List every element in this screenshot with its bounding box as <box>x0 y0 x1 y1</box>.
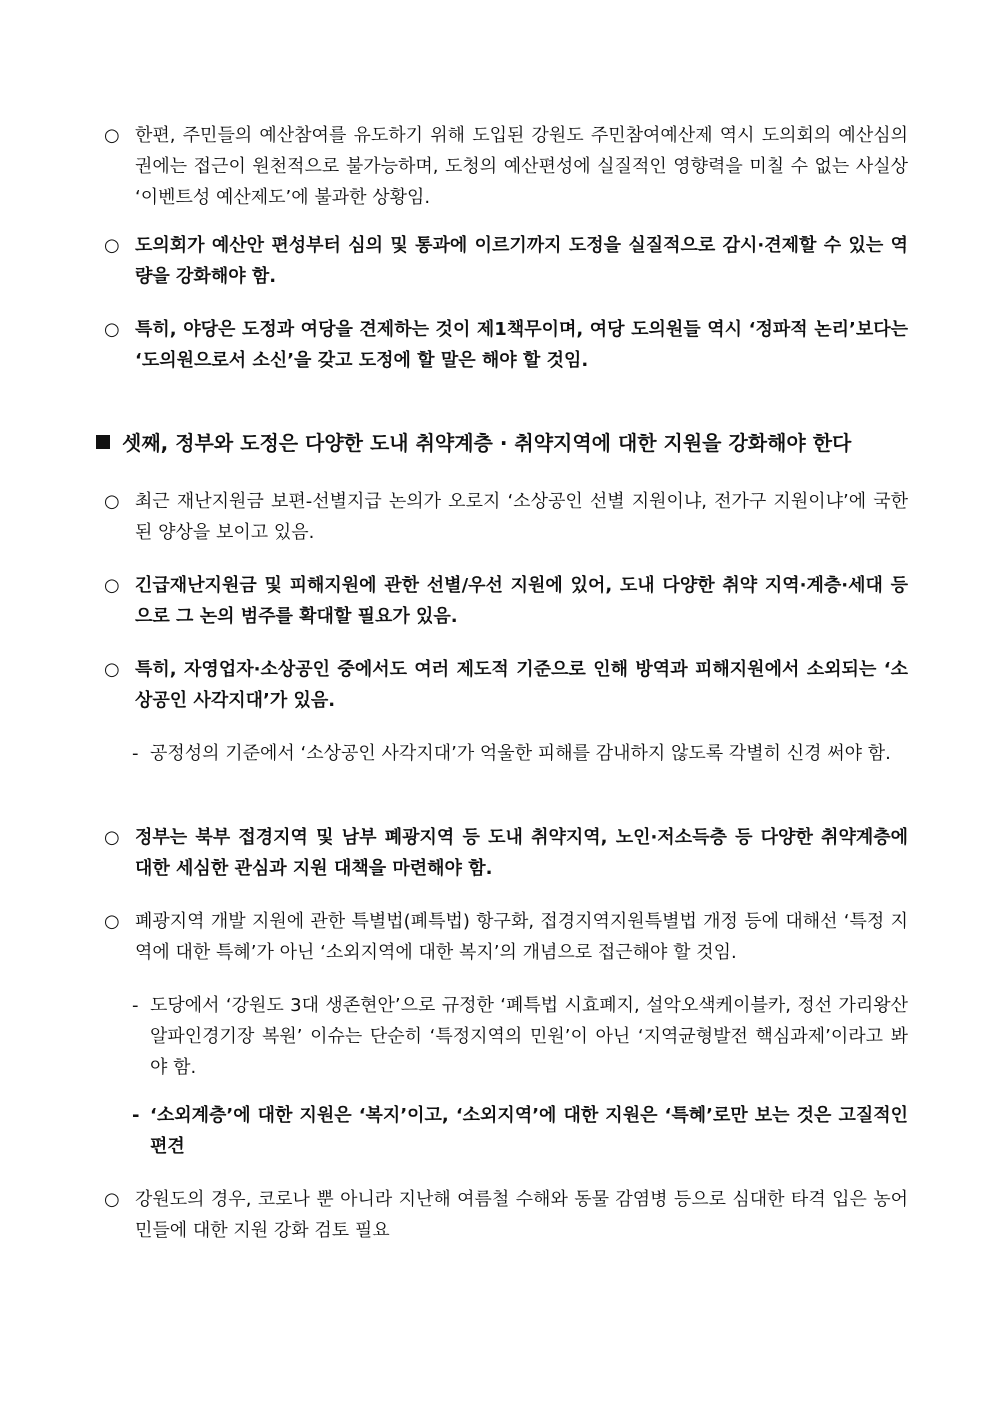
paragraph-text: 한편, 주민들의 예산참여를 유도하기 위해 도입된 강원도 주민참여예산제 역시 도의회의 예산심의권에는 접근이 원천적으로 불가능하며, 도청의 예산편성에 실질적인 영향력을 미칠 수 없는 사실상 ‘이벤트성 예산제도’에 불과한 상황임. <box>135 125 908 208</box>
paragraph-text: 강원도의 경우, 코로나 뿐 아니라 지난해 여름철 수해와 동물 감염병 등으로 심대한 타격 입은 농어민들에 대한 지원 강화 검토 필요 <box>135 1189 908 1241</box>
sub-paragraph-text: ‘소외계층’에 대한 지원은 ‘복지’이고, ‘소외지역’에 대한 지원은 ‘특혜’로만 보는 것은 고질적인 편견 <box>150 1105 908 1157</box>
circle-bullet-icon: ○ <box>104 911 120 932</box>
sub-paragraph-text: 도당에서 ‘강원도 3대 생존현안’으로 규정한 ‘폐특법 시효폐지, 설악오색케이블카, 정선 가리왕산 알파인경기장 복원’ 이슈는 단순히 ‘특정지역의 민원’이 아닌 ‘지역균형발전 핵심과제’이라고 봐야 함. <box>150 995 908 1078</box>
paragraph <box>104 486 908 548</box>
circle-bullet-icon: ○ <box>104 827 120 848</box>
paragraph <box>104 570 908 632</box>
paragraph-text: 폐광지역 개발 지원에 관한 특별법(폐특법) 항구화, 접경지역지원특별법 개정 등에 대해선 ‘특정 지역에 대한 특혜’가 아닌 ‘소외지역에 대한 복지’의 개념으로 접근해야 할 것임. <box>135 911 908 963</box>
paragraph-text: 긴급재난지원금 및 피해지원에 관한 선별/우선 지원에 있어, 도내 다양한 취약 지역·계층·세대 등으로 그 논의 범주를 확대할 필요가 있음. <box>135 575 908 627</box>
paragraph <box>104 314 908 376</box>
section-heading-text: 셋째, 정부와 도정은 다양한 도내 취약계층 · 취약지역에 대한 지원을 강화해야 한다 <box>122 431 852 455</box>
paragraph <box>104 822 908 884</box>
dash-bullet-icon: - <box>132 995 139 1016</box>
paragraph <box>104 230 908 292</box>
circle-bullet-icon: ○ <box>104 319 120 340</box>
section-heading <box>96 428 916 458</box>
circle-bullet-icon: ○ <box>104 235 120 256</box>
paragraph-text: 도의회가 예산안 편성부터 심의 및 통과에 이르기까지 도정을 실질적으로 감시·견제할 수 있는 역량을 강화해야 함. <box>135 235 908 287</box>
circle-bullet-icon: ○ <box>104 575 120 596</box>
circle-bullet-icon: ○ <box>104 491 120 512</box>
paragraph-text: 특히, 야당은 도정과 여당을 견제하는 것이 제1책무이며, 여당 도의원들 역시 ‘정파적 논리’보다는 ‘도의원으로서 소신’을 갖고 도정에 할 말은 해야 할 것임. <box>135 319 908 371</box>
paragraph <box>104 906 908 968</box>
dash-bullet-icon: - <box>132 1105 140 1126</box>
paragraph <box>104 654 908 716</box>
dash-bullet-icon: - <box>132 743 139 764</box>
square-bullet-icon <box>96 435 110 449</box>
sub-paragraph-text: 공정성의 기준에서 ‘소상공인 사각지대’가 억울한 피해를 감내하지 않도록 각별히 신경 써야 함. <box>150 743 891 764</box>
circle-bullet-icon: ○ <box>104 125 120 146</box>
paragraph <box>104 120 908 213</box>
paragraph-text: 특히, 자영업자·소상공인 중에서도 여러 제도적 기준으로 인해 방역과 피해지원에서 소외되는 ‘소상공인 사각지대’가 있음. <box>135 659 908 711</box>
sub-paragraph <box>132 738 908 769</box>
circle-bullet-icon: ○ <box>104 1189 120 1210</box>
circle-bullet-icon: ○ <box>104 659 120 680</box>
sub-paragraph <box>132 990 908 1083</box>
paragraph-text: 정부는 북부 접경지역 및 남부 폐광지역 등 도내 취약지역, 노인·저소득층 등 다양한 취약계층에 대한 세심한 관심과 지원 대책을 마련해야 함. <box>135 827 908 879</box>
sub-paragraph <box>132 1100 908 1162</box>
paragraph <box>104 1184 908 1246</box>
paragraph-text: 최근 재난지원금 보편-선별지급 논의가 오로지 ‘소상공인 선별 지원이냐, 전가구 지원이냐’에 국한된 양상을 보이고 있음. <box>135 491 908 543</box>
